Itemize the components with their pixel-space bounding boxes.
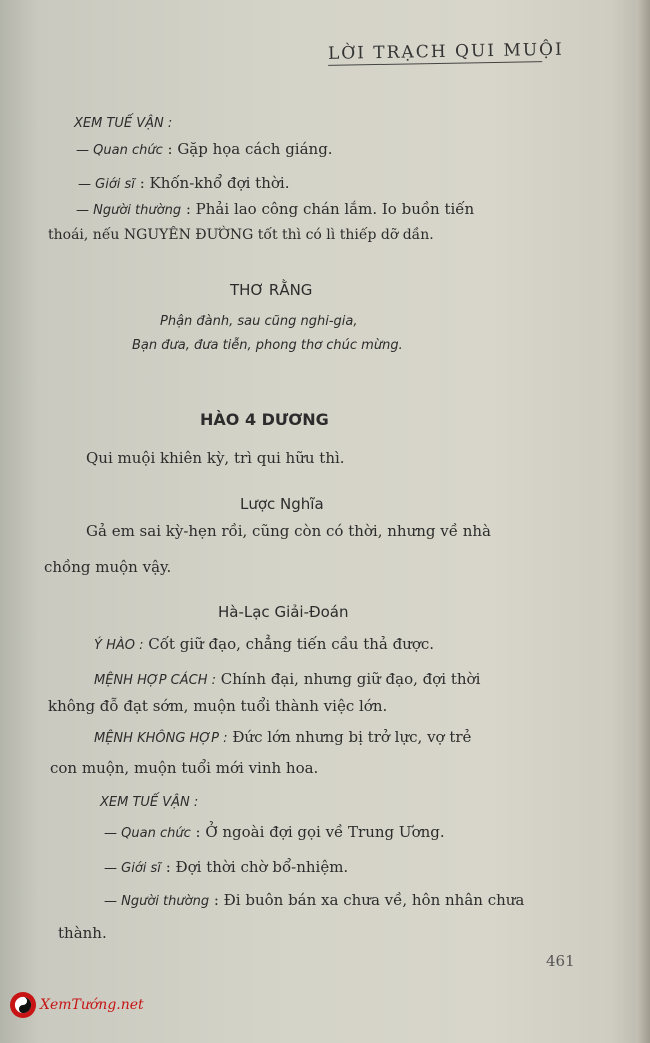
- continuation-line: con muộn, muộn tuổi mới vinh hoa.: [50, 759, 319, 777]
- line-text: : Ở ngoài đợi gọi về Trung Ương.: [195, 823, 445, 841]
- section-heading: XEM TUẾ VẬN :: [74, 116, 173, 131]
- text-line: Gả em sai kỳ-hẹn rồi, cũng còn có thời, nhưng về nhà: [86, 522, 491, 540]
- poem-line-1: Phận đành, sau cũng nghi-gia,: [160, 314, 358, 329]
- poem-title: THƠ RẰNG: [230, 281, 313, 299]
- line-label: — Người thường: [104, 894, 210, 909]
- watermark-text: XemTướng.net: [40, 997, 144, 1013]
- line-label: — Quan chức: [104, 826, 191, 841]
- text-line: [104, 891, 524, 909]
- text-line: [104, 823, 445, 841]
- hao-text: Qui muội khiên kỳ, trì qui hữu thì.: [86, 449, 345, 467]
- line-label: — Người thường: [76, 203, 182, 218]
- text-line: [76, 200, 474, 218]
- text-line: [104, 858, 348, 876]
- running-header: LỜI TRẠCH QUI MUỘI: [327, 39, 564, 64]
- line-text: : Đợi thời chờ bổ-nhiệm.: [165, 858, 349, 876]
- line-text: : Đi buôn bán xa chưa về, hôn nhân chưa: [213, 891, 525, 909]
- line-text: Chính đại, nhưng giữ đạo, đợi thời: [220, 670, 481, 688]
- luoc-nghia-title: Lược Nghĩa: [240, 495, 324, 513]
- line-label: Ý HÀO :: [94, 638, 144, 653]
- line-label: — Quan chức: [76, 143, 163, 158]
- line-label: — Giới sĩ: [78, 177, 135, 192]
- line-text: : Khốn-khổ đợi thời.: [139, 174, 290, 192]
- page-number: 461: [546, 952, 575, 970]
- ha-lac-title: Hà-Lạc Giải-Đoán: [218, 603, 349, 621]
- line-text: : Phải lao công chán lắm. Io buồn tiến: [185, 200, 475, 218]
- yin-yang-icon: [10, 992, 36, 1018]
- line-text: Đức lớn nhưng bị trở lực, vợ trẻ: [232, 728, 472, 746]
- continuation-line: thoái, nếu NGUYÊN ĐƯỜNG tốt thì có lì thiếp dỡ dần.: [48, 227, 434, 243]
- poem-line-2: Bạn đưa, đưa tiễn, phong thơ chúc mừng.: [132, 338, 403, 353]
- text-line: [94, 728, 471, 746]
- watermark: [10, 992, 144, 1018]
- line-label: MỆNH KHÔNG HỢP :: [94, 731, 228, 746]
- line-label: MỆNH HỢP CÁCH :: [94, 673, 217, 688]
- text-line: [78, 174, 289, 192]
- continuation-line: không đỗ đạt sớm, muộn tuổi thành việc lớn.: [48, 697, 388, 715]
- continuation-line: thành.: [58, 924, 107, 942]
- page-spine: [636, 0, 650, 1043]
- text-line: [94, 635, 434, 653]
- line-text: Cốt giữ đạo, chẳng tiến cầu thả được.: [148, 635, 435, 653]
- line-label: — Giới sĩ: [104, 861, 161, 876]
- text-line: [94, 670, 480, 688]
- section-heading: XEM TUẾ VẬN :: [100, 795, 199, 810]
- continuation-line: chồng muộn vậy.: [44, 558, 172, 576]
- line-text: : Gặp họa cách giáng.: [167, 140, 333, 158]
- hao-title: HÀO 4 DƯƠNG: [200, 410, 329, 429]
- text-line: [76, 140, 333, 158]
